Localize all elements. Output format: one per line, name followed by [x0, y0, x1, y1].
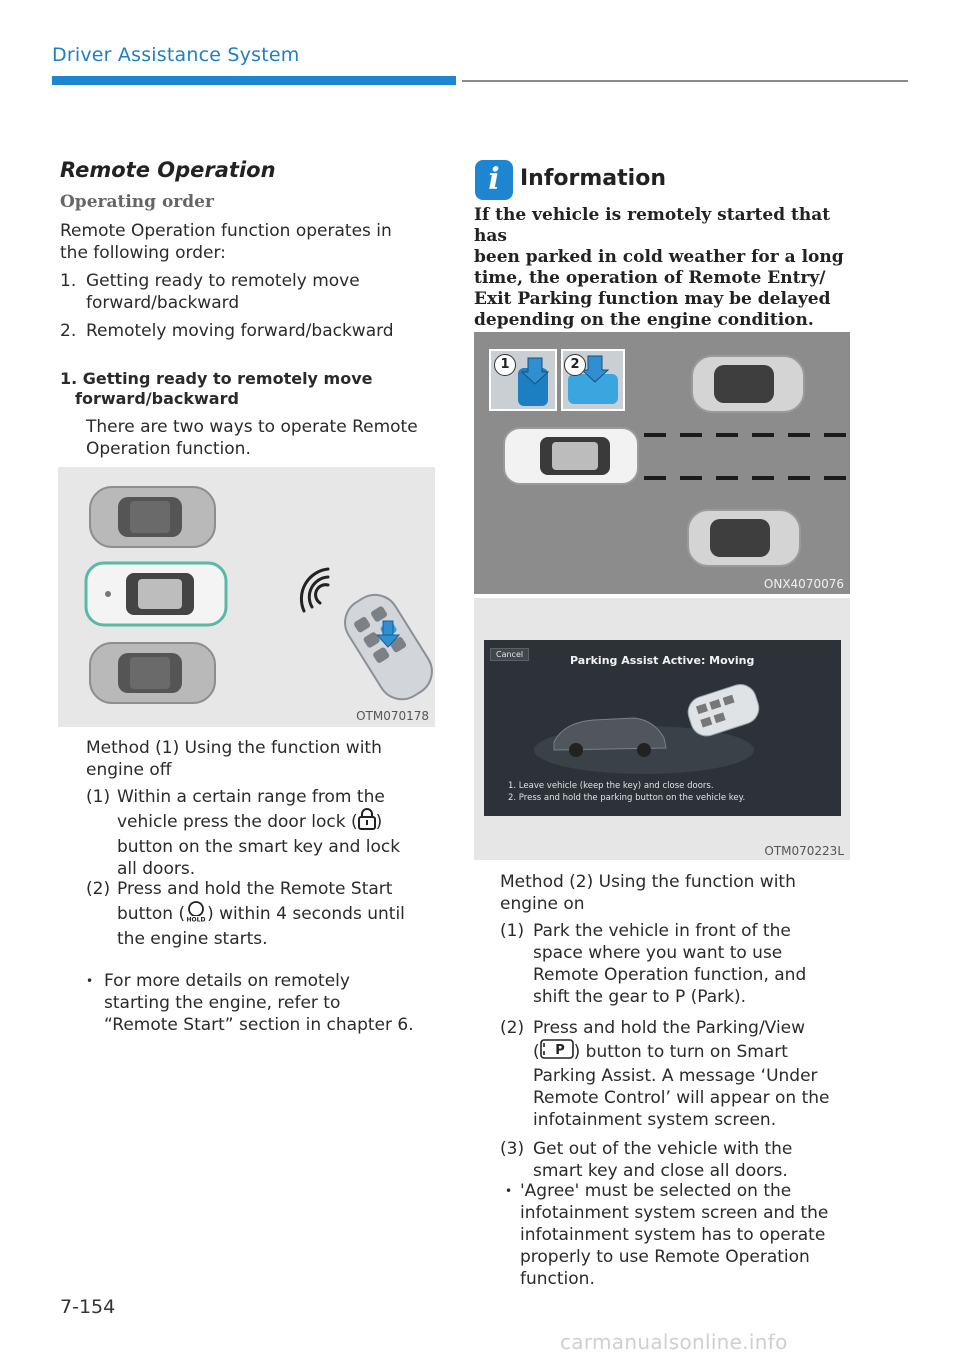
list-item: (1) Park the vehicle in front of the space where you want to use Remote Operation function, and shift the gear to P (Park). — [500, 921, 807, 1007]
list-item: (3) Get out of the vehicle with the smart key and close all doors. — [500, 1139, 793, 1181]
bullet-icon: • — [505, 1184, 513, 1198]
section-title: Driver Assistance System — [52, 44, 300, 66]
method2-title: Method (2) Using the function with engine on — [500, 872, 796, 914]
step-badge: 1 — [494, 354, 516, 376]
list-item: (2) Press and hold the Parking/View ( P ) button to turn on Smart Parking Assist. A message ‘Under Remote Control’ will appear on the infotainment system screen. — [500, 1018, 830, 1130]
svg-text:HOLD: HOLD — [186, 916, 206, 922]
parking-view-button-icon — [540, 1039, 574, 1065]
step1-text: There are two ways to operate Remote Operation function. — [86, 417, 418, 459]
parked-car-icon — [90, 643, 215, 703]
screen-instructions: 1. Leave vehicle (keep the key) and close doors. 2. Press and hold the parking button on the vehicle key. — [508, 781, 746, 803]
parked-car-icon — [90, 487, 215, 547]
method1-list — [86, 786, 446, 949]
figure-infotainment-screen — [474, 598, 850, 860]
section-heading: Remote Operation — [60, 158, 276, 182]
step-badge: 2 — [564, 354, 586, 376]
header-accent-bar — [52, 76, 456, 85]
page-number: 7-154 — [60, 1296, 116, 1318]
figure-parking-lot — [474, 332, 850, 594]
intro-paragraph: Remote Operation function operates in the following order: — [60, 221, 392, 263]
list-item: (2) Press and hold the Remote Start button ( HOLD ) within 4 seconds until the engine starts. — [86, 879, 405, 949]
list-item: 1. Getting ready to remotely move forward/backward — [60, 271, 360, 313]
figure-caption: OTM070223L — [764, 844, 844, 858]
infotainment-screen — [484, 640, 841, 816]
subheading: Operating order — [60, 192, 214, 212]
smart-key-icon — [684, 680, 763, 740]
list-item: (1) Within a certain range from the vehicle press the door lock ( ) button on the smart key and lock all doors. — [86, 787, 401, 879]
figure-parking-lot-illustration — [474, 332, 850, 594]
figure-caption: ONX4070076 — [763, 577, 844, 591]
own-vehicle-icon — [504, 428, 638, 484]
figure-remote-key-illustration — [58, 467, 435, 727]
note-bullet: • 'Agree' must be selected on the infotainment system screen and the infotainment system has to operate properly to use Remote Operation function. — [505, 1181, 829, 1289]
note-bullet: • For more details on remotely starting the engine, refer to “Remote Start” section in chapter 6. — [86, 971, 414, 1035]
figure-remote-key — [58, 467, 435, 727]
cancel-button[interactable]: Cancel — [490, 648, 529, 661]
figure-caption: OTM070178 — [356, 709, 429, 723]
step1-heading: 1. Getting ready to remotely move forward/backward — [60, 369, 373, 408]
information-title: Information — [520, 166, 666, 191]
remote-start-hold-icon — [185, 900, 207, 928]
list-item: 2. Remotely moving forward/backward — [60, 321, 394, 341]
method2-list — [500, 920, 860, 1182]
parked-car-icon — [688, 510, 800, 566]
bullet-icon: • — [86, 974, 94, 988]
parked-car-icon — [692, 356, 804, 412]
method1-title: Method (1) Using the function with engine off — [86, 738, 382, 780]
information-text: If the vehicle is remotely started that has been parked in cold weather for a long time, the operation of Remote Entry/ Exit Parking function may be delayed depending on the engine condition. — [474, 205, 844, 330]
header-rule — [462, 80, 908, 82]
watermark: carmanualsonline.info — [560, 1330, 788, 1354]
door-lock-icon — [358, 808, 376, 836]
own-vehicle-icon — [86, 563, 226, 625]
order-list — [60, 270, 430, 342]
information-icon: i — [475, 160, 513, 200]
svg-text:P: P — [554, 1043, 565, 1058]
screen-title: Parking Assist Active: Moving — [570, 654, 755, 667]
